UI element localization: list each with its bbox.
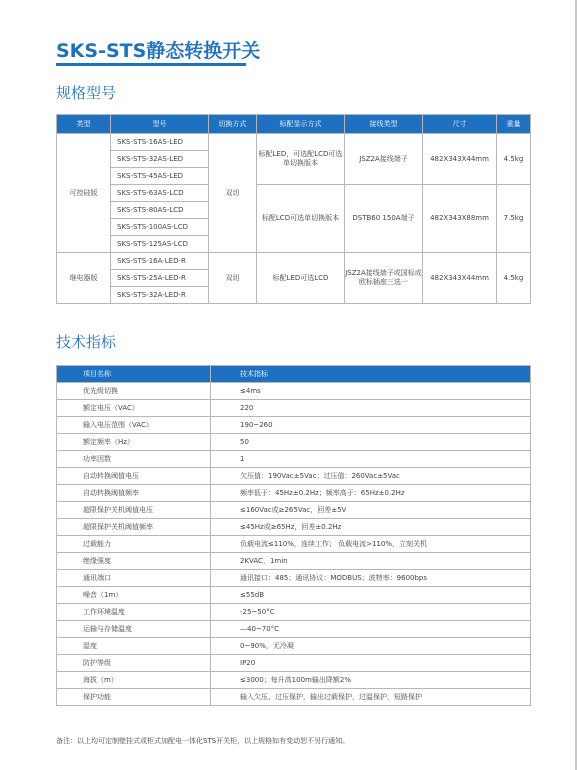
type-cell: 可控硅版	[57, 134, 111, 253]
table-row	[57, 485, 531, 502]
tech-item-value: ≤3000；每升高100m输出降额2%	[211, 672, 531, 689]
table-row	[57, 604, 531, 621]
model-cell: SKS-STS-16A-LED-R	[111, 253, 209, 270]
wiring-cell: JSZ2A接线端子或国标或欧标插座三选一	[345, 253, 423, 304]
model-cell: SKS-STS-32A-LED-R	[111, 287, 209, 304]
weight-cell: 4.5kg	[497, 134, 531, 185]
tech-item-name: 湿度	[57, 638, 211, 655]
model-cell: SKS-STS-63AS-LCD	[111, 185, 209, 202]
size-cell: 482X343X44mm	[423, 134, 497, 185]
model-cell: SKS-STS-125AS-LCD	[111, 236, 209, 253]
table-row	[57, 253, 531, 270]
table-row	[57, 134, 531, 151]
tech-item-name: 过载能力	[57, 536, 211, 553]
table-row	[57, 587, 531, 604]
tech-item-value: 负载电流≤110%，连续工作； 负载电流>110%，立刻关机	[211, 536, 531, 553]
wiring-cell: DSTB60 150A端子	[345, 185, 423, 253]
size-cell: 482X343X88mm	[423, 185, 497, 253]
tech-item-name: 超限保护关机阈值电压	[57, 502, 211, 519]
table-row	[57, 570, 531, 587]
section-tech-heading: 技术指标	[56, 333, 117, 351]
table-row	[57, 638, 531, 655]
spec-header-cell: 接线类型	[345, 115, 423, 134]
model-cell: SKS-STS-80AS-LCD	[111, 202, 209, 219]
tech-item-name: 噪音（1m）	[57, 587, 211, 604]
tech-item-name: 额定电压（VAC）	[57, 400, 211, 417]
page-title: SKS-STS静态转换开关	[56, 40, 261, 62]
type-cell: 继电器版	[57, 253, 111, 304]
model-cell: SKS-STS-45AS-LED	[111, 168, 209, 185]
table-row	[57, 451, 531, 468]
table-row	[57, 185, 531, 202]
tech-item-value: 50	[211, 434, 531, 451]
model-cell: SKS-STS-16AS-LED	[111, 134, 209, 151]
table-row	[57, 655, 531, 672]
tech-header-value: 技术指标	[211, 366, 531, 383]
tech-item-value: 220	[211, 400, 531, 417]
tech-item-value: 频率低于：45Hz±0.2Hz；频率高于：65Hz±0.2Hz	[211, 485, 531, 502]
spec-header-cell: 重量	[497, 115, 531, 134]
tech-item-value: 输入欠压、过压保护，输出过载保护，过温保护，短路保护	[211, 689, 531, 706]
tech-item-value: —40~70°C	[211, 621, 531, 638]
table-row	[57, 689, 531, 706]
title-underline	[56, 63, 246, 66]
table-row	[57, 502, 531, 519]
tech-item-name: 功率因数	[57, 451, 211, 468]
tech-item-value: 190~260	[211, 417, 531, 434]
display-cell: 标配LCD可选单切换版本	[257, 185, 345, 253]
tech-item-name: 运输与存储温度	[57, 621, 211, 638]
table-row	[57, 383, 531, 400]
table-row	[57, 519, 531, 536]
tech-item-value: -25~50°C	[211, 604, 531, 621]
tech-item-value: ≤4ms	[211, 383, 531, 400]
tech-item-value: ≤55dB	[211, 587, 531, 604]
table-row	[57, 672, 531, 689]
table-row	[57, 553, 531, 570]
model-cell: SKS-STS-25A-LED-R	[111, 270, 209, 287]
tech-item-name: 优先级切换	[57, 383, 211, 400]
spec-header-cell: 型号	[111, 115, 209, 134]
tech-item-value: ≤45Hz或≥65Hz，回差±0.2Hz	[211, 519, 531, 536]
tech-header-row	[57, 366, 531, 383]
spec-header-cell: 尺寸	[423, 115, 497, 134]
table-row	[57, 536, 531, 553]
switch-cell: 双切	[209, 253, 257, 304]
wiring-cell: JSZ2A接线端子	[345, 134, 423, 185]
weight-cell: 7.5kg	[497, 185, 531, 253]
table-row	[57, 468, 531, 485]
tech-item-value: ≤160Vac或≥265Vac，回差±5V	[211, 502, 531, 519]
tech-item-value: 欠压值：190Vac±5Vac；过压值：260Vac±5Vac	[211, 468, 531, 485]
tech-table	[56, 365, 531, 706]
spec-header-cell: 类型	[57, 115, 111, 134]
tech-item-name: 输入电压范围（VAC）	[57, 417, 211, 434]
tech-item-value: 0~90%，无冷凝	[211, 638, 531, 655]
tech-item-name: 保护功能	[57, 689, 211, 706]
model-cell: SKS-STS-32AS-LED	[111, 151, 209, 168]
table-row	[57, 434, 531, 451]
tech-item-name: 额定频率（Hz）	[57, 434, 211, 451]
tech-item-name: 自动转换阈值电压	[57, 468, 211, 485]
size-cell: 482X343X44mm	[423, 253, 497, 304]
display-cell: 标配LED可选LCD	[257, 253, 345, 304]
model-cell: SKS-STS-100AS-LCD	[111, 219, 209, 236]
tech-item-name: 工作环境温度	[57, 604, 211, 621]
table-row	[57, 621, 531, 638]
spec-header-cell: 标配显示方式	[257, 115, 345, 134]
tech-item-name: 自动转换阈值频率	[57, 485, 211, 502]
tech-item-name: 海拔（m）	[57, 672, 211, 689]
table-row	[57, 417, 531, 434]
spec-header-cell: 切换方式	[209, 115, 257, 134]
spec-header-row	[57, 115, 531, 134]
table-row	[57, 400, 531, 417]
spec-table	[56, 114, 531, 304]
weight-cell: 4.5kg	[497, 253, 531, 304]
tech-item-name: 绝缘强度	[57, 553, 211, 570]
tech-item-name: 超限保护关机阈值频率	[57, 519, 211, 536]
tech-item-value: IP20	[211, 655, 531, 672]
tech-header-name: 项目名称	[57, 366, 211, 383]
tech-item-value: 2KVAC，1min	[211, 553, 531, 570]
tech-item-value: 1	[211, 451, 531, 468]
switch-cell: 双切	[209, 134, 257, 253]
section-spec-heading: 规格型号	[56, 84, 117, 102]
display-cell: 标配LED，可选配LCD可选单切换版本	[257, 134, 345, 185]
tech-item-name: 通讯端口	[57, 570, 211, 587]
tech-item-name: 防护等级	[57, 655, 211, 672]
tech-item-value: 通讯接口：485；通讯协议：MODBUS；波特率：9600bps	[211, 570, 531, 587]
footnote: 备注：以上均可定制壁挂式或柜式加配电一体化STS开关柜，以上规格如有变动恕不另行通知。	[56, 737, 350, 745]
